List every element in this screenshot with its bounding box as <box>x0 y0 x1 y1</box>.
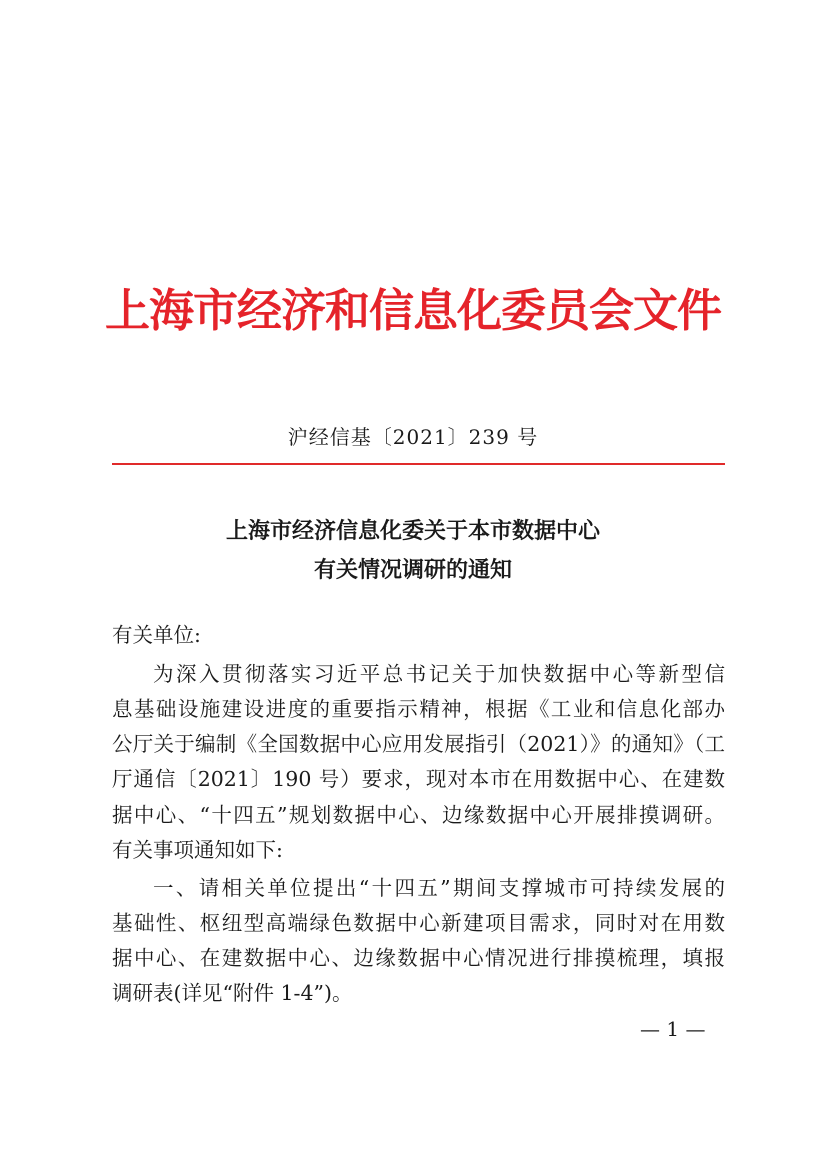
red-divider-line <box>112 463 725 465</box>
body-text-line: 一、请相关单位提出“十四五”期间支撑城市可持续发展的 <box>153 876 725 900</box>
body-text-line: 为深入贯彻落实习近平总书记关于加快数据中心等新型信 <box>153 662 725 686</box>
body-text-line: 基础性、枢纽型高端绿色数据中心新建项目需求，同时对在用数 <box>112 911 725 935</box>
document-number: 沪经信基〔2021〕239 号 <box>287 425 539 449</box>
body-text-line: 息基础设施建设进度的重要指示精神，根据《工业和信息化部办 <box>112 697 725 721</box>
salutation: 有关单位: <box>112 623 201 647</box>
body-text-line: 据中心、在建数据中心、边缘数据中心情况进行排摸梳理，填报 <box>112 946 725 970</box>
document-title-line: 有关情况调研的通知 <box>313 557 512 583</box>
page-number: — 1 — <box>640 1017 706 1041</box>
body-text-line: 厅通信〔2021〕190 号）要求，现对本市在用数据中心、在建数 <box>112 767 725 791</box>
body-text-line: 调研表(详见“附件 1-4”)。 <box>112 981 353 1005</box>
body-text-line: 据中心、“十四五”规划数据中心、边缘数据中心开展排摸调研。 <box>112 803 725 827</box>
document-title-line: 上海市经济信息化委关于本市数据中心 <box>225 518 600 544</box>
masthead-title: 上海市经济和信息化委员会文件 <box>104 284 721 337</box>
body-text-line: 公厅关于编制《全国数据中心应用发展指引（2021）》的通知》（工 <box>112 732 725 756</box>
body-text-line: 有关事项通知如下: <box>112 838 283 862</box>
